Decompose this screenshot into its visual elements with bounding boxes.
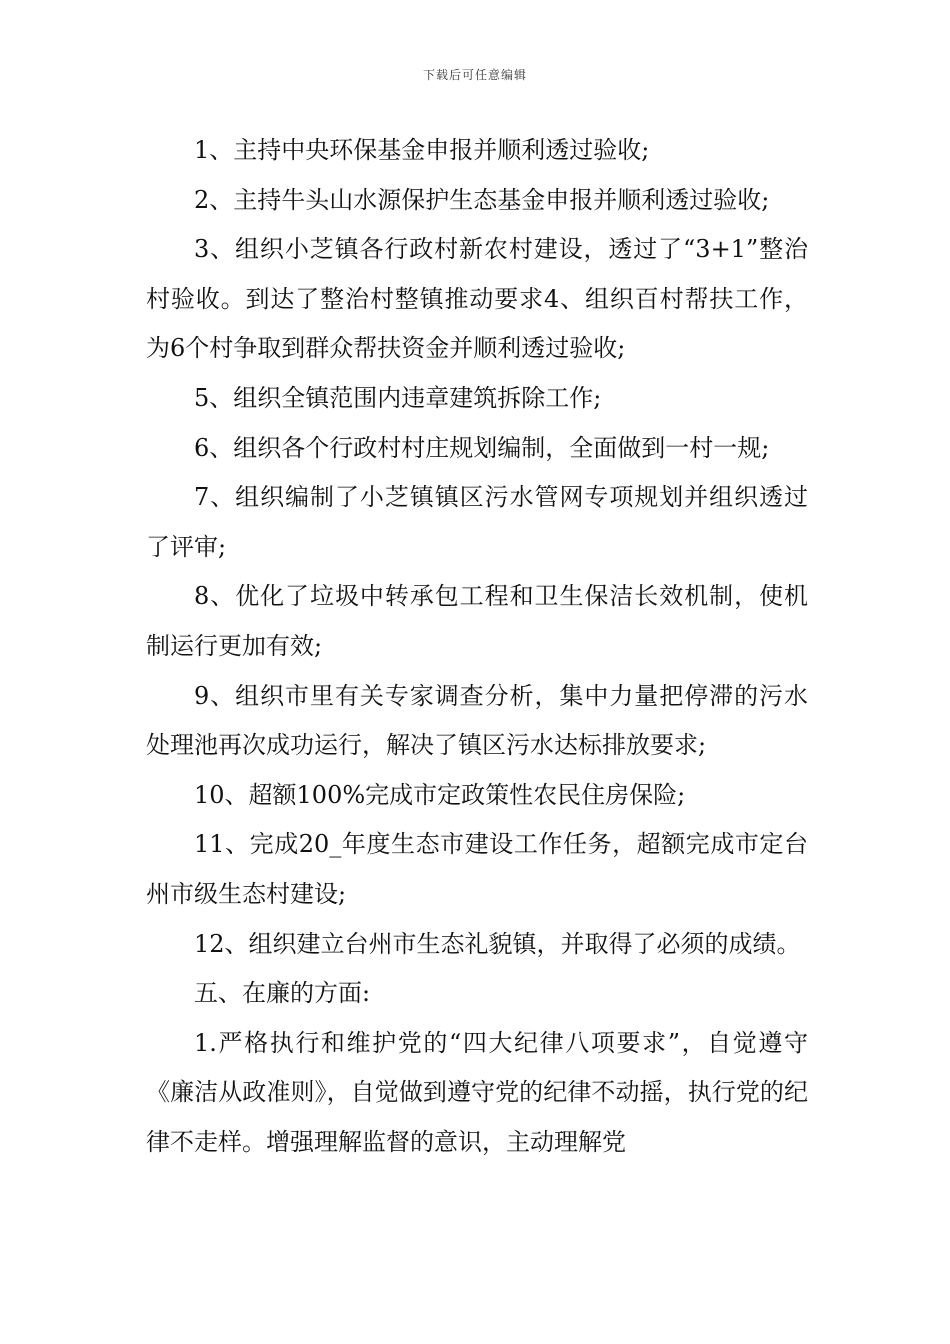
paragraph-item-5: 5、组织全镇范围内违章建筑拆除工作; [194,383,602,412]
paragraph-item-7: 7、组织编制了小芝镇镇区污水管网专项规划并组织透过了评审; [146,483,808,561]
paragraph-item-12: 12、组织建立台州市生态礼貌镇，并取得了必须的成绩。 [194,929,801,958]
paragraph-item-integrity: 1.严格执行和维护党的“四大纪律八项要求”，自觉遵守《廉洁从政准则》，自觉做到遵守党的纪律不动摇，执行党的纪律不走样。增强理解监督的意识，主动理解党 [146,1028,808,1156]
paragraph-item-6: 6、组织各个行政村村庄规划编制，全面做到一村一规; [194,433,770,462]
paragraph-item-8: 8、优化了垃圾中转承包工程和卫生保洁长效机制，使机制运行更加有效; [146,582,808,660]
paragraph-item-2: 2、主持牛头山水源保护生态基金申报并顺利透过验收; [194,185,770,214]
section-heading: 五、在廉的方面: [194,979,371,1008]
paragraph-item-11: 11、完成20_年度生态市建设工作任务，超额完成市定台州市级生态村建设; [146,830,808,908]
paragraph-item-10: 10、超额100%完成市定政策性农民住房保险; [194,780,686,809]
document-body [146,126,808,1167]
paragraph-item-3: 3、组织小芝镇各行政村新农村建设，透过了“3+1”整治村验收。到达了整治村整镇推动要求4、组织百村帮扶工作，为6个村争取到群众帮扶资金并顺利透过验收; [146,235,808,363]
paragraph-item-9: 9、组织市里有关专家调查分析，集中力量把停滞的污水处理池再次成功运行，解决了镇区污水达标排放要求; [146,681,808,760]
header-note: 下载后可任意编辑 [422,68,527,82]
paragraph-item-1: 1、主持中央环保基金申报并顺利透过验收; [194,136,650,164]
